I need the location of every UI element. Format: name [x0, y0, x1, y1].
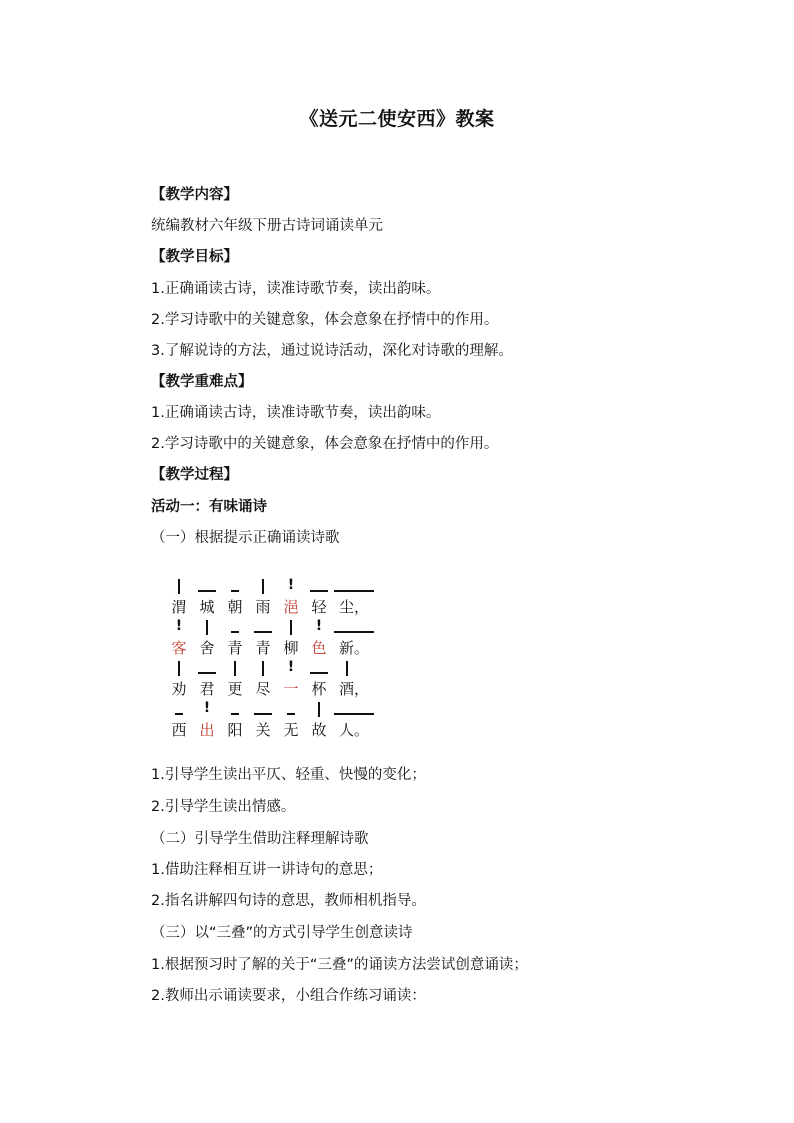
poem-char-highlighted: 出 [199, 721, 215, 739]
rhythm-mark [280, 618, 302, 638]
rhythm-mark [224, 700, 246, 720]
poem-char: 柳 [283, 639, 299, 657]
paragraph-line: （一）根据提示正确诵读诗歌 [151, 530, 340, 546]
poem-char: 舍 [199, 639, 215, 657]
rhythm-mark [196, 659, 218, 679]
poem-char: 劝 [171, 680, 187, 698]
paragraph-line: 1.引导学生读出平仄、轻重、快慢的变化； [151, 767, 426, 783]
poem-char: 君 [199, 680, 215, 698]
poem-char-highlighted: 色 [311, 639, 327, 657]
paragraph-line: （二）引导学生借助注释理解诗歌 [151, 831, 369, 847]
paragraph-line: 3.了解说诗的方法，通过说诗活动，深化对诗歌的理解。 [151, 343, 513, 359]
rhythm-mark [196, 577, 218, 597]
rhythm-mark [336, 577, 358, 597]
rhythm-mark [168, 659, 190, 679]
poem-char: 青 [255, 639, 271, 657]
poem-char: 故 [311, 721, 327, 739]
paragraph-line: 统编教材六年级下册古诗词诵读单元 [151, 218, 383, 234]
poem-char-highlighted: 一 [283, 680, 299, 698]
poem-char: 青 [227, 639, 243, 657]
paragraph-line: 2.指名讲解四句诗的意思，教师相机指导。 [151, 893, 426, 909]
poem-char-highlighted: 客 [171, 639, 187, 657]
rhythm-mark [308, 659, 330, 679]
paragraph-line: 2.教师出示诵读要求，小组合作练习诵读： [151, 988, 426, 1004]
poem-char: 酒， [339, 680, 370, 698]
rhythm-mark: ! [203, 700, 211, 716]
poem-char: 人。 [339, 721, 370, 739]
poem-char: 城 [199, 598, 215, 616]
poem-char-highlighted: 浥 [283, 598, 299, 616]
paragraph-line: （三）以“三叠”的方式引导学生创意读诗 [151, 925, 413, 941]
rhythm-mark: ! [175, 618, 183, 634]
rhythm-mark [252, 577, 274, 597]
poem-char: 阳 [227, 721, 243, 739]
rhythm-mark [224, 618, 246, 638]
poem-char: 更 [227, 680, 243, 698]
rhythm-mark: ! [287, 577, 295, 593]
document-title: 《送元二使安西》教案 [299, 108, 495, 130]
rhythm-mark [252, 618, 274, 638]
poem-char: 尽 [255, 680, 271, 698]
rhythm-mark [224, 659, 246, 679]
paragraph-line: 1.正确诵读古诗，读准诗歌节奏，读出韵味。 [151, 281, 441, 297]
rhythm-mark [308, 700, 330, 720]
rhythm-mark [252, 700, 274, 720]
rhythm-mark [168, 700, 190, 720]
rhythm-mark [168, 577, 190, 597]
rhythm-mark [336, 700, 358, 720]
poem-char: 无 [283, 721, 299, 739]
poem-rhythm-chart [168, 577, 388, 747]
poem-char: 杯 [311, 680, 327, 698]
rhythm-mark [224, 577, 246, 597]
poem-char: 新。 [339, 639, 370, 657]
section-heading: 活动一：有味诵诗 [151, 499, 267, 515]
section-heading: 【教学过程】 [151, 467, 238, 483]
rhythm-mark: ! [287, 659, 295, 675]
rhythm-mark [336, 659, 358, 679]
section-heading: 【教学内容】 [151, 187, 238, 203]
rhythm-mark [252, 659, 274, 679]
poem-char: 西 [171, 721, 187, 739]
poem-char: 朝 [227, 598, 243, 616]
paragraph-line: 2.学习诗歌中的关键意象，体会意象在抒情中的作用。 [151, 436, 499, 452]
poem-char: 关 [255, 721, 271, 739]
rhythm-mark [280, 700, 302, 720]
paragraph-line: 1.正确诵读古诗，读准诗歌节奏，读出韵味。 [151, 405, 441, 421]
poem-char: 雨 [255, 598, 271, 616]
paragraph-line: 1.借助注释相互讲一讲诗句的意思； [151, 862, 383, 878]
rhythm-mark [196, 618, 218, 638]
poem-char: 尘， [339, 598, 370, 616]
section-heading: 【教学重难点】 [151, 374, 253, 390]
section-heading: 【教学目标】 [151, 249, 238, 265]
poem-char: 轻 [311, 598, 327, 616]
rhythm-mark: ! [315, 618, 323, 634]
rhythm-mark [308, 577, 330, 597]
paragraph-line: 1.根据预习时了解的关于“三叠”的诵读方法尝试创意诵读； [151, 957, 528, 973]
rhythm-mark [336, 618, 358, 638]
paragraph-line: 2.学习诗歌中的关键意象，体会意象在抒情中的作用。 [151, 312, 499, 328]
poem-char: 渭 [171, 598, 187, 616]
paragraph-line: 2.引导学生读出情感。 [151, 799, 296, 815]
